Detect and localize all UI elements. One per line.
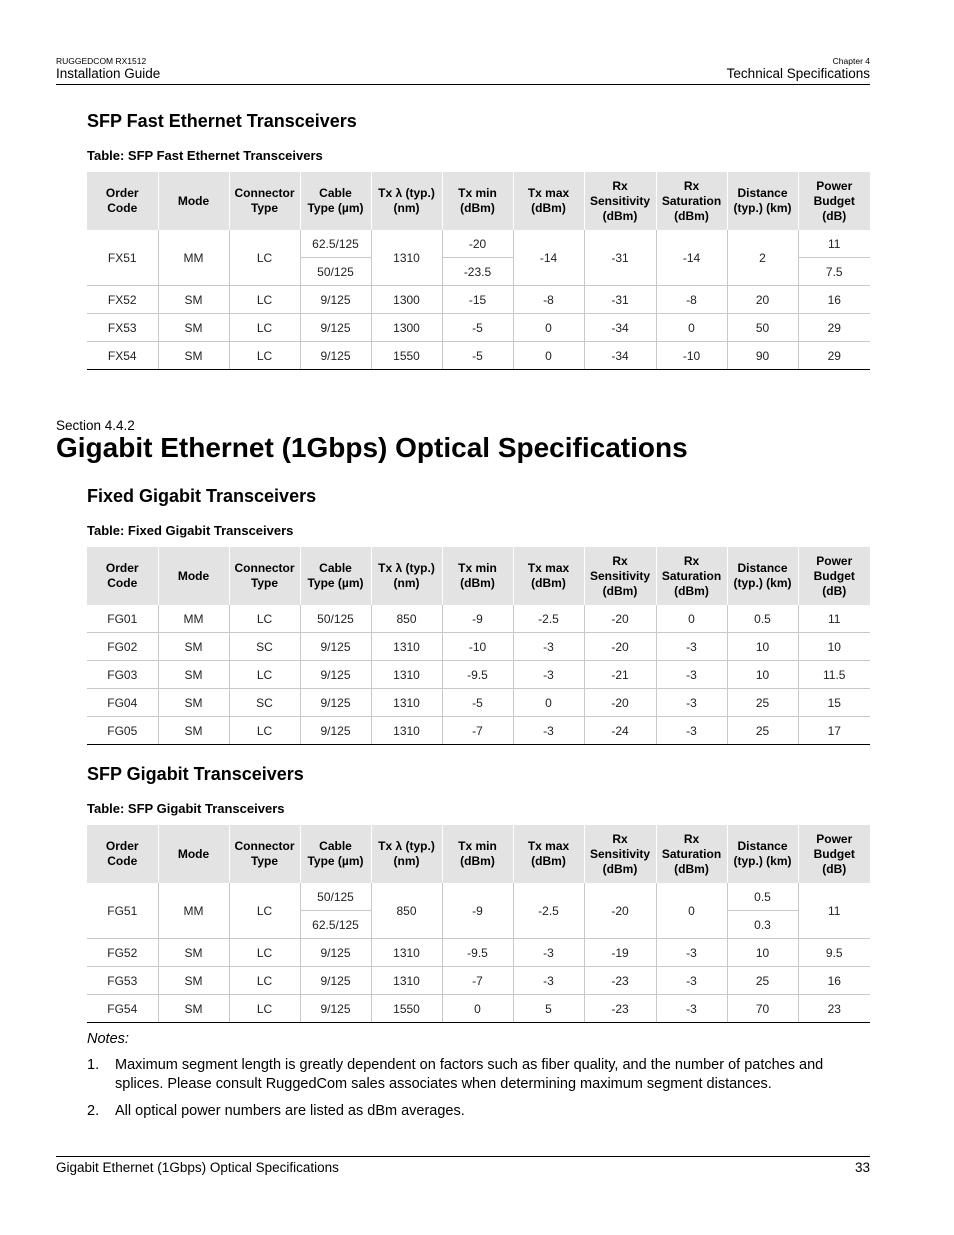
table-cell: 1550 — [371, 342, 442, 370]
table-cell: LC — [229, 883, 300, 939]
fixed-gigabit-caption: Table: Fixed Gigabit Transceivers — [87, 523, 294, 538]
table-cell: 9.5 — [798, 939, 870, 967]
table-cell: FX54 — [87, 342, 158, 370]
col-header: Order Code — [87, 825, 158, 883]
table-cell: -23.5 — [442, 258, 513, 286]
table-cell: FG53 — [87, 967, 158, 995]
table-cell: LC — [229, 939, 300, 967]
table-cell: FG52 — [87, 939, 158, 967]
table-cell: 90 — [727, 342, 798, 370]
col-header: Order Code — [87, 547, 158, 605]
product-name: RUGGEDCOM RX1512 — [56, 56, 147, 66]
table-cell: 9/125 — [300, 633, 371, 661]
table-cell: FX51 — [87, 230, 158, 286]
table-cell: SC — [229, 633, 300, 661]
table-cell: 11 — [798, 230, 870, 258]
table-cell: -9 — [442, 605, 513, 633]
table-cell: SM — [158, 633, 229, 661]
col-header: Tx max (dBm) — [513, 547, 584, 605]
table-cell: 0 — [656, 883, 727, 939]
table-cell: LC — [229, 230, 300, 286]
table-cell: -5 — [442, 314, 513, 342]
table-cell: -3 — [656, 967, 727, 995]
col-header: Connector Type — [229, 547, 300, 605]
table-cell: -21 — [584, 661, 656, 689]
table-cell: -3 — [656, 689, 727, 717]
table-cell: 9/125 — [300, 342, 371, 370]
table-cell: 7.5 — [798, 258, 870, 286]
col-header: Tx max (dBm) — [513, 825, 584, 883]
table-cell: 2 — [727, 230, 798, 286]
table-cell: -9.5 — [442, 939, 513, 967]
table-row — [87, 633, 870, 661]
table-cell: SM — [158, 661, 229, 689]
table-cell: LC — [229, 995, 300, 1023]
col-header: Tx λ (typ.) (nm) — [371, 547, 442, 605]
table-cell: -3 — [656, 995, 727, 1023]
table-cell: 20 — [727, 286, 798, 314]
table-row — [87, 605, 870, 633]
table-cell: 1310 — [371, 230, 442, 286]
table-cell: 50/125 — [300, 883, 371, 911]
page-header-left — [56, 56, 160, 82]
table-cell: 1310 — [371, 939, 442, 967]
table-cell: -10 — [656, 342, 727, 370]
col-header: Tx λ (typ.) (nm) — [371, 172, 442, 230]
table-cell: LC — [229, 967, 300, 995]
table-row — [87, 883, 870, 911]
table-cell: -3 — [656, 717, 727, 745]
table-cell: FG01 — [87, 605, 158, 633]
col-header: Cable Type (µm) — [300, 825, 371, 883]
table-cell: 9/125 — [300, 286, 371, 314]
table-cell: 50 — [727, 314, 798, 342]
table-cell: 0 — [442, 995, 513, 1023]
table-cell: FX52 — [87, 286, 158, 314]
table-cell: SM — [158, 286, 229, 314]
table-header-row — [87, 547, 870, 605]
table-cell: -8 — [656, 286, 727, 314]
table-cell: 850 — [371, 605, 442, 633]
sfp-gigabit-caption: Table: SFP Gigabit Transceivers — [87, 801, 285, 816]
table-cell: 9/125 — [300, 717, 371, 745]
col-header: Distance (typ.) (km) — [727, 825, 798, 883]
table-cell: -20 — [584, 605, 656, 633]
col-header: Mode — [158, 172, 229, 230]
table-cell: SC — [229, 689, 300, 717]
table-cell: 0.5 — [727, 605, 798, 633]
table-cell: 0 — [513, 314, 584, 342]
table-cell: 5 — [513, 995, 584, 1023]
sfp-gigabit-table — [87, 825, 870, 1023]
table-cell: LC — [229, 661, 300, 689]
sfp-fast-table — [87, 172, 870, 370]
table-cell: 25 — [727, 689, 798, 717]
table-cell: 1310 — [371, 689, 442, 717]
table-cell: -3 — [656, 939, 727, 967]
notes-label: Notes: — [87, 1031, 129, 1047]
table-cell: 10 — [798, 633, 870, 661]
table-row — [87, 689, 870, 717]
header-divider — [56, 84, 870, 85]
table-cell: -19 — [584, 939, 656, 967]
table-row — [87, 314, 870, 342]
table-cell: 50/125 — [300, 605, 371, 633]
col-header: Tx λ (typ.) (nm) — [371, 825, 442, 883]
list-item — [87, 1056, 870, 1094]
table-cell: 25 — [727, 967, 798, 995]
table-cell: 9/125 — [300, 939, 371, 967]
table-cell: 17 — [798, 717, 870, 745]
table-cell: -9.5 — [442, 661, 513, 689]
table-cell: -20 — [584, 883, 656, 939]
note-text: Maximum segment length is greatly dependent on factors such as fiber quality, and the number of patches and splices. Please consult RuggedCom sales associates when determining maximum segment distances. — [115, 1057, 824, 1092]
col-header: Rx Sensitivity (dBm) — [584, 547, 656, 605]
table-cell: 9/125 — [300, 661, 371, 689]
table-cell: -3 — [513, 939, 584, 967]
table-cell: -3 — [513, 633, 584, 661]
table-cell: 23 — [798, 995, 870, 1023]
col-header: Rx Saturation (dBm) — [656, 172, 727, 230]
sfp-fast-caption: Table: SFP Fast Ethernet Transceivers — [87, 148, 323, 163]
table-cell: -14 — [513, 230, 584, 286]
table-cell: -3 — [513, 967, 584, 995]
table-cell: MM — [158, 883, 229, 939]
table-row — [87, 230, 870, 258]
table-cell: -34 — [584, 314, 656, 342]
table-cell: 29 — [798, 342, 870, 370]
table-cell: 16 — [798, 967, 870, 995]
table-cell: -3 — [656, 633, 727, 661]
note-number: 1. — [87, 1057, 100, 1073]
table-cell: -3 — [513, 661, 584, 689]
col-header: Mode — [158, 547, 229, 605]
table-cell: FG54 — [87, 995, 158, 1023]
notes-list — [87, 1056, 870, 1129]
table-cell: FG51 — [87, 883, 158, 939]
col-header: Power Budget (dB) — [798, 547, 870, 605]
table-cell: 0 — [513, 342, 584, 370]
table-cell: MM — [158, 605, 229, 633]
table-cell: 9/125 — [300, 314, 371, 342]
col-header: Distance (typ.) (km) — [727, 172, 798, 230]
table-cell: SM — [158, 995, 229, 1023]
table-cell: FX53 — [87, 314, 158, 342]
page-header-right — [727, 56, 870, 82]
col-header: Mode — [158, 825, 229, 883]
table-cell: 62.5/125 — [300, 230, 371, 258]
table-cell: 1310 — [371, 967, 442, 995]
table-cell: -31 — [584, 286, 656, 314]
table-cell: SM — [158, 967, 229, 995]
table-row — [87, 342, 870, 370]
table-cell: 1310 — [371, 717, 442, 745]
col-header: Connector Type — [229, 825, 300, 883]
table-cell: -5 — [442, 342, 513, 370]
col-header: Rx Saturation (dBm) — [656, 825, 727, 883]
table-cell: -31 — [584, 230, 656, 286]
table-cell: 11.5 — [798, 661, 870, 689]
table-cell: 0 — [656, 314, 727, 342]
section-title: Gigabit Ethernet (1Gbps) Optical Specifications — [56, 432, 688, 463]
table-cell: -7 — [442, 717, 513, 745]
sfp-fast-heading: SFP Fast Ethernet Transceivers — [87, 111, 357, 131]
table-cell: -14 — [656, 230, 727, 286]
table-cell: -7 — [442, 967, 513, 995]
table-cell: -23 — [584, 995, 656, 1023]
table-cell: 15 — [798, 689, 870, 717]
table-cell: -34 — [584, 342, 656, 370]
table-cell: -2.5 — [513, 605, 584, 633]
table-cell: FG04 — [87, 689, 158, 717]
footer-divider — [56, 1156, 870, 1157]
col-header: Rx Saturation (dBm) — [656, 547, 727, 605]
table-cell: FG05 — [87, 717, 158, 745]
table-cell: SM — [158, 342, 229, 370]
table-cell: LC — [229, 717, 300, 745]
footer-title: Gigabit Ethernet (1Gbps) Optical Specifications — [56, 1160, 339, 1175]
section-number: Section 4.4.2 — [56, 418, 135, 433]
table-cell: -20 — [442, 230, 513, 258]
table-cell: 9/125 — [300, 967, 371, 995]
table-cell: 11 — [798, 883, 870, 939]
note-number: 2. — [87, 1103, 100, 1119]
table-cell: -3 — [513, 717, 584, 745]
table-cell: LC — [229, 342, 300, 370]
table-cell: LC — [229, 605, 300, 633]
col-header: Order Code — [87, 172, 158, 230]
table-cell: -20 — [584, 633, 656, 661]
table-row — [87, 939, 870, 967]
chapter-title: Technical Specifications — [726, 66, 870, 81]
page-number: 33 — [854, 1160, 870, 1175]
col-header: Cable Type (µm) — [300, 172, 371, 230]
table-cell: FG02 — [87, 633, 158, 661]
list-item — [87, 1102, 870, 1121]
table-cell: -2.5 — [513, 883, 584, 939]
col-header: Power Budget (dB) — [798, 825, 870, 883]
table-cell: 1300 — [371, 314, 442, 342]
table-header-row — [87, 172, 870, 230]
table-cell: LC — [229, 286, 300, 314]
table-cell: -5 — [442, 689, 513, 717]
col-header: Cable Type (µm) — [300, 547, 371, 605]
table-cell: SM — [158, 689, 229, 717]
table-cell: -24 — [584, 717, 656, 745]
col-header: Tx max (dBm) — [513, 172, 584, 230]
table-cell: 850 — [371, 883, 442, 939]
table-cell: SM — [158, 314, 229, 342]
col-header: Rx Sensitivity (dBm) — [584, 825, 656, 883]
col-header: Power Budget (dB) — [798, 172, 870, 230]
table-cell: 1310 — [371, 633, 442, 661]
table-row — [87, 967, 870, 995]
col-header: Tx min (dBm) — [442, 172, 513, 230]
table-cell: 29 — [798, 314, 870, 342]
table-cell: 0 — [513, 689, 584, 717]
table-cell: -15 — [442, 286, 513, 314]
col-header: Connector Type — [229, 172, 300, 230]
table-cell: 9/125 — [300, 689, 371, 717]
table-cell: 11 — [798, 605, 870, 633]
table-cell: -9 — [442, 883, 513, 939]
table-cell: 10 — [727, 633, 798, 661]
table-header-row — [87, 825, 870, 883]
table-cell: 25 — [727, 717, 798, 745]
table-cell: SM — [158, 717, 229, 745]
table-cell: 9/125 — [300, 995, 371, 1023]
table-row — [87, 995, 870, 1023]
table-cell: 0 — [656, 605, 727, 633]
table-cell: 1310 — [371, 661, 442, 689]
table-cell: 50/125 — [300, 258, 371, 286]
sfp-gigabit-heading: SFP Gigabit Transceivers — [87, 764, 304, 784]
note-text: All optical power numbers are listed as dBm averages. — [115, 1103, 465, 1119]
table-cell: -8 — [513, 286, 584, 314]
table-cell: FG03 — [87, 661, 158, 689]
table-cell: -20 — [584, 689, 656, 717]
table-cell: 16 — [798, 286, 870, 314]
table-cell: -3 — [656, 661, 727, 689]
chapter-number: Chapter 4 — [832, 56, 870, 66]
table-cell: LC — [229, 314, 300, 342]
table-cell: SM — [158, 939, 229, 967]
table-cell: 10 — [727, 939, 798, 967]
table-cell: 62.5/125 — [300, 911, 371, 939]
table-cell: -23 — [584, 967, 656, 995]
table-row — [87, 661, 870, 689]
table-cell: MM — [158, 230, 229, 286]
table-cell: 10 — [727, 661, 798, 689]
table-cell: 1550 — [371, 995, 442, 1023]
col-header: Tx min (dBm) — [442, 825, 513, 883]
table-cell: -10 — [442, 633, 513, 661]
fixed-gigabit-table — [87, 547, 870, 745]
col-header: Tx min (dBm) — [442, 547, 513, 605]
guide-title: Installation Guide — [56, 66, 161, 81]
table-cell: 0.5 — [727, 883, 798, 911]
col-header: Rx Sensitivity (dBm) — [584, 172, 656, 230]
table-row — [87, 717, 870, 745]
table-cell: 70 — [727, 995, 798, 1023]
table-row — [87, 286, 870, 314]
fixed-gigabit-heading: Fixed Gigabit Transceivers — [87, 486, 317, 506]
table-cell: 0.3 — [727, 911, 798, 939]
table-cell: 1300 — [371, 286, 442, 314]
col-header: Distance (typ.) (km) — [727, 547, 798, 605]
